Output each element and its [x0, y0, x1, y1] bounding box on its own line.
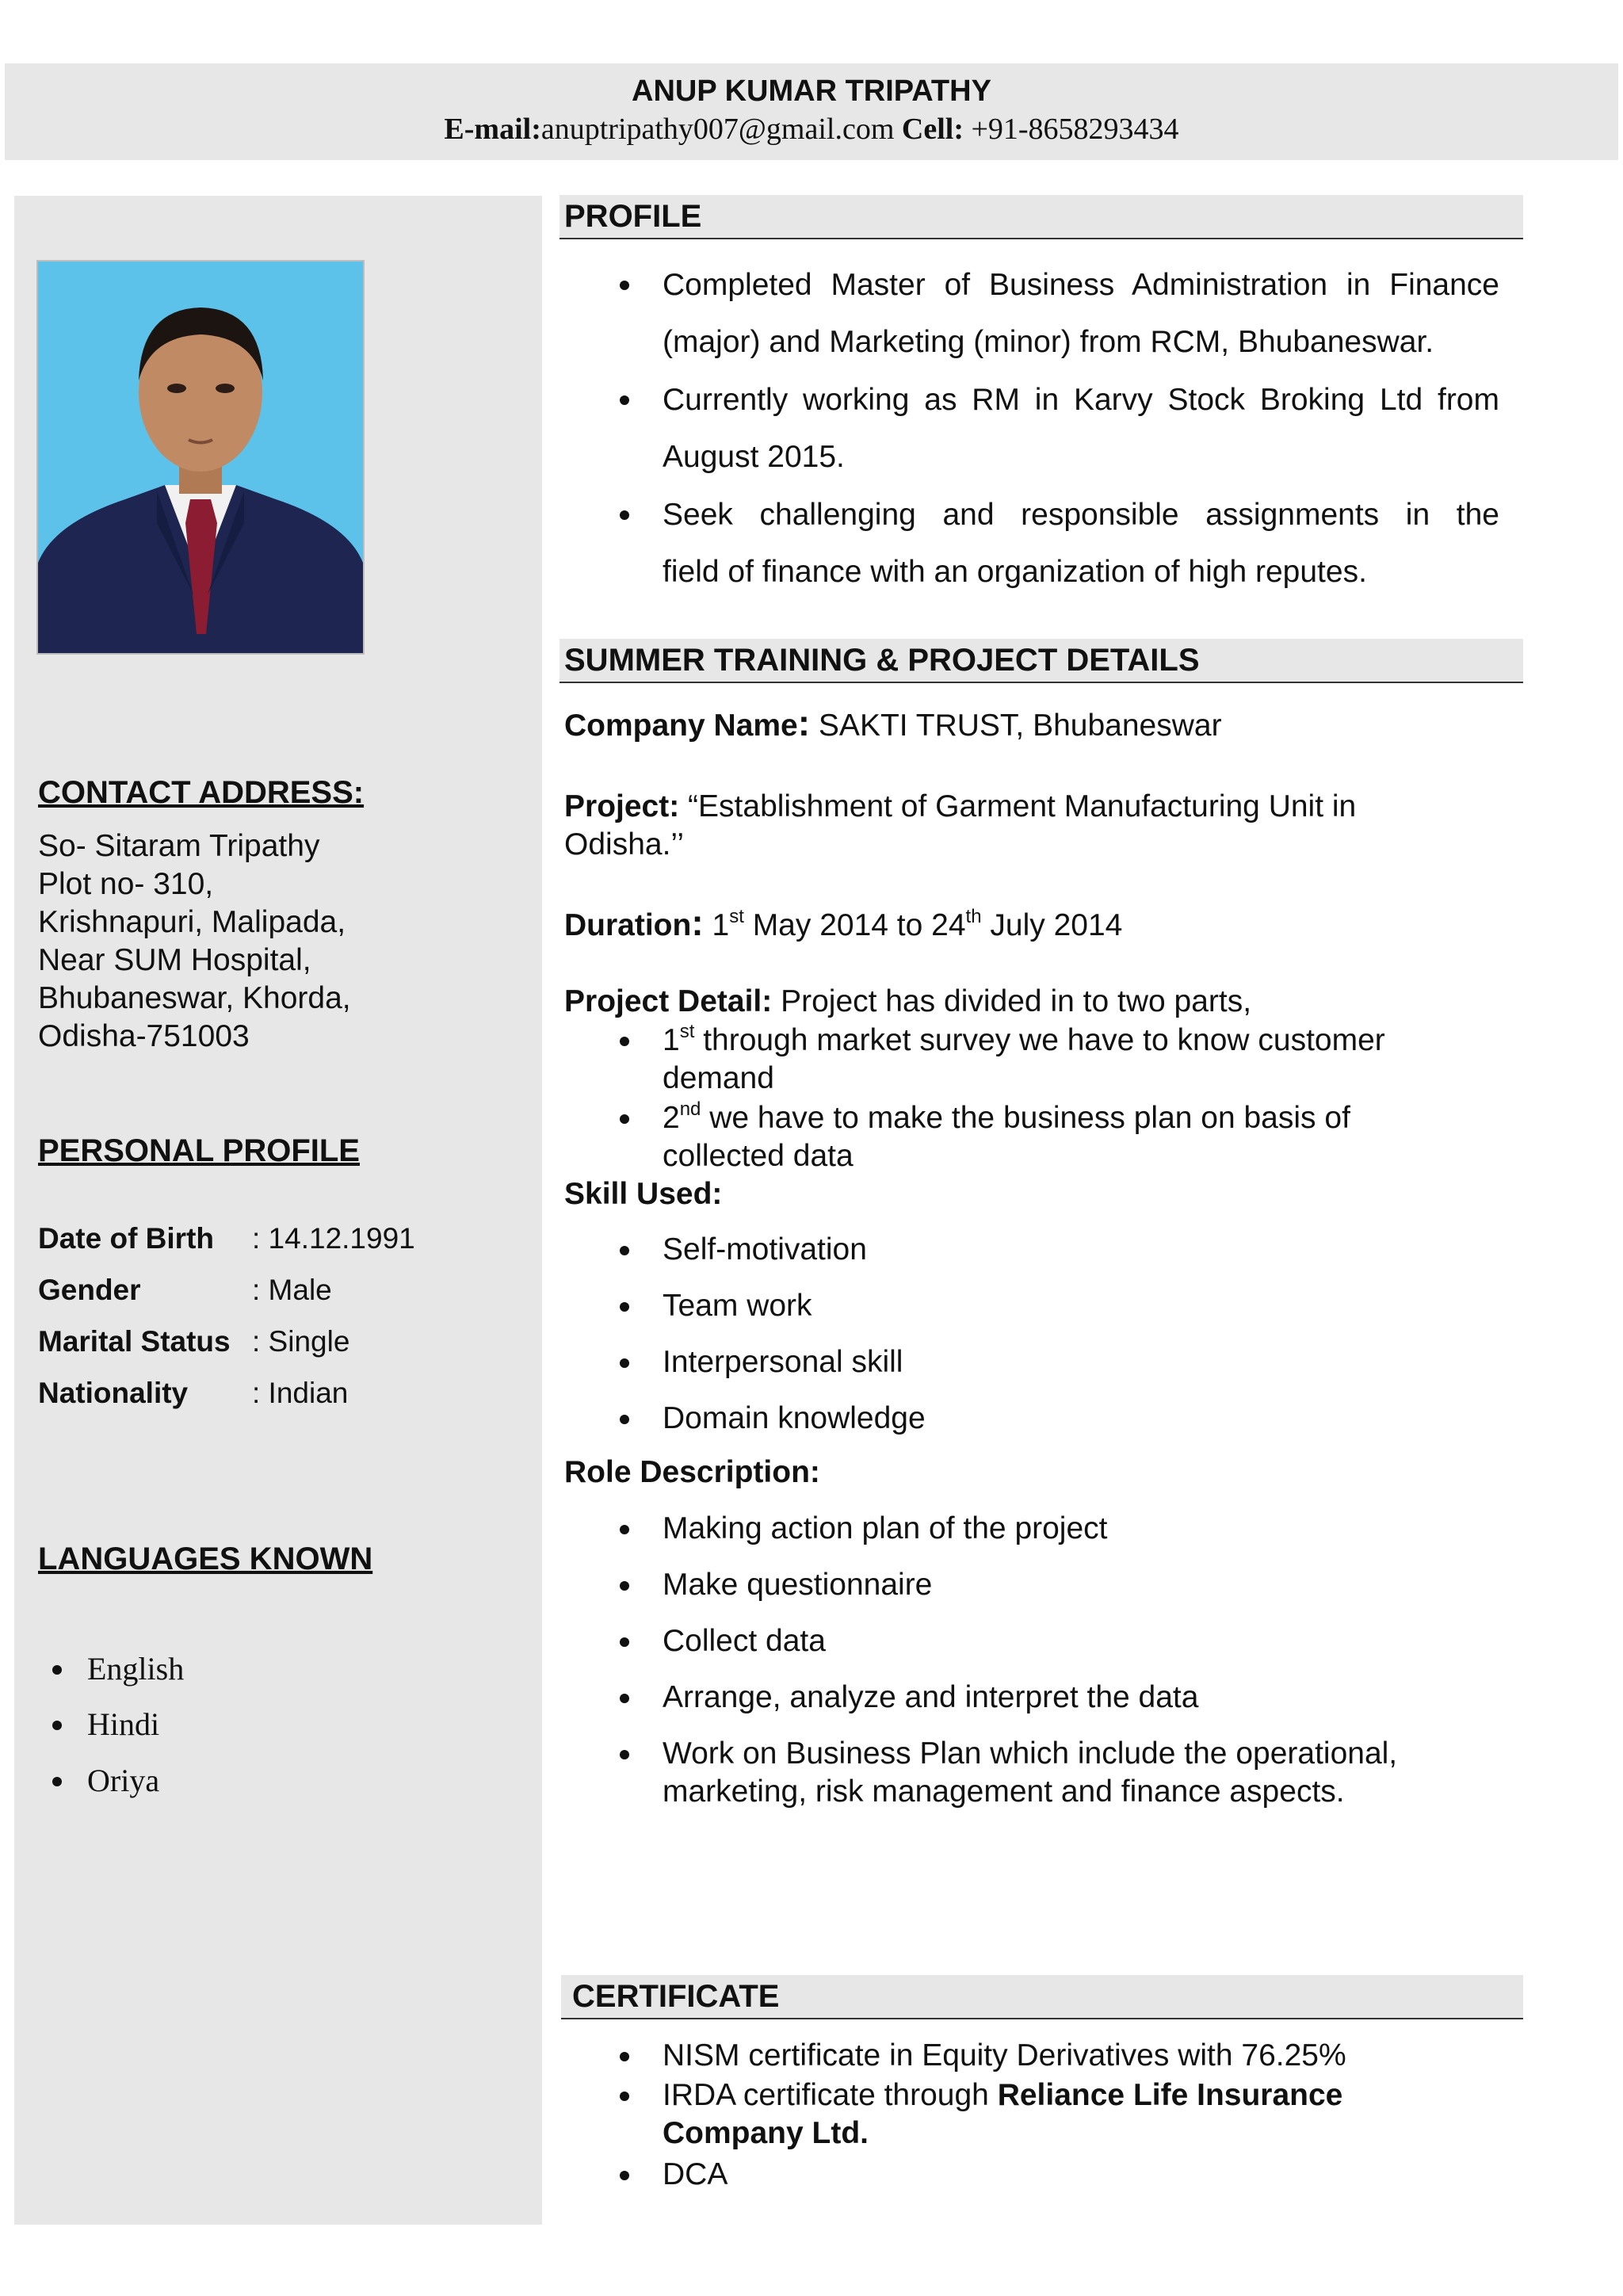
personal-value: : 14.12.1991	[252, 1222, 415, 1255]
part-text: collected data	[663, 1139, 854, 1173]
role-text: Making action plan of the project	[663, 1511, 1108, 1545]
language-label: Oriya	[87, 1763, 160, 1798]
contact-address	[38, 827, 351, 1056]
role-text: Work on Business Plan which include the operational,	[663, 1736, 1398, 1771]
address-line: Bhubaneswar, Khorda,	[38, 981, 351, 1015]
project-detail-line	[564, 983, 1499, 1021]
certificate-company: Company Ltd.	[663, 2116, 869, 2150]
role-text: Make questionnaire	[663, 1568, 933, 1602]
bullet-icon	[620, 1415, 629, 1424]
section-heading: CERTIFICATE	[572, 1979, 780, 2014]
role-description-label	[564, 1454, 1499, 1492]
address-line: Odisha-751003	[38, 1019, 250, 1053]
skill-item	[663, 1231, 1499, 1269]
personal-row-marital	[38, 1324, 482, 1359]
bullet-icon	[620, 1581, 629, 1591]
company-label: Company Name	[564, 709, 798, 743]
skill-item	[663, 1343, 1499, 1381]
profile-text-line: (major) and Marketing (minor) from RCM, Bhubaneswar.	[663, 325, 1434, 359]
bullet-icon	[620, 395, 629, 405]
bullet-icon	[52, 1721, 62, 1730]
address-line: Krishnapuri, Malipada,	[38, 905, 346, 939]
duration-text: May 2014 to 24	[743, 908, 966, 942]
profile-section-bar	[559, 195, 1523, 239]
certificate-section-bar	[561, 1975, 1523, 2019]
profile-text-line: Currently working as RM in Karvy Stock Broking Ltd from	[663, 383, 1499, 417]
duration-sup: th	[965, 906, 982, 927]
skill-text: Team work	[663, 1289, 812, 1323]
personal-label: Marital Status	[38, 1325, 231, 1358]
role-item	[663, 1735, 1499, 1811]
bullet-icon	[620, 2171, 629, 2180]
duration-colon: :	[691, 902, 704, 943]
personal-label: Gender	[38, 1274, 141, 1306]
company-colon: :	[797, 702, 811, 743]
personal-row-dob	[38, 1221, 482, 1256]
bullet-icon	[52, 1777, 62, 1786]
project-part-item	[663, 1099, 1499, 1175]
section-heading: SUMMER TRAINING & PROJECT DETAILS	[564, 643, 1200, 678]
resume-header	[5, 63, 1618, 160]
address-line: Plot no- 310,	[38, 867, 214, 901]
part-text: demand	[663, 1061, 774, 1095]
profile-text-line: field of finance with an organization of high reputes.	[663, 555, 1367, 589]
bullet-icon	[620, 2052, 629, 2061]
certificate-item	[663, 2076, 1499, 2153]
certificate-company: Reliance Life Insurance	[997, 2078, 1343, 2112]
role-text: Collect data	[663, 1624, 826, 1658]
bullet-icon	[620, 1037, 629, 1046]
part-number: 2	[663, 1101, 680, 1135]
project-title: “Establishment of Garment Manufacturing Unit in	[679, 789, 1357, 823]
duration-line	[564, 904, 1499, 945]
profile-text-line: Seek challenging and responsible assignments in the	[663, 498, 1499, 532]
certificate-text: IRDA certificate through	[663, 2078, 998, 2112]
profile-item	[663, 487, 1499, 601]
bullet-icon	[620, 1637, 629, 1647]
language-item	[87, 1706, 159, 1744]
skill-text: Interpersonal skill	[663, 1345, 903, 1379]
skill-text: Domain knowledge	[663, 1401, 926, 1435]
role-text: marketing, risk management and finance aspects.	[663, 1775, 1345, 1809]
part-text: through market survey we have to know customer	[694, 1023, 1385, 1057]
contact-line	[5, 111, 1618, 147]
bullet-icon	[620, 1750, 629, 1759]
cell-value: +91-8658293434	[971, 113, 1179, 146]
bullet-icon	[620, 1114, 629, 1124]
email-value: anuptripathy007@gmail.com	[540, 113, 895, 146]
role-label-text: Role Description:	[564, 1455, 820, 1489]
language-item	[87, 1650, 184, 1688]
skill-label-text: Skill Used:	[564, 1177, 723, 1211]
duration-label: Duration	[564, 908, 692, 942]
certificate-item	[663, 2156, 1499, 2194]
profile-text-line: Completed Master of Business Administration in Finance	[663, 268, 1499, 302]
part-number: 1	[663, 1023, 680, 1057]
role-text: Arrange, analyze and interpret the data	[663, 1680, 1199, 1714]
profile-item	[663, 372, 1499, 486]
portrait-illustration	[38, 262, 363, 653]
languages-heading: LANGUAGES KNOWN	[38, 1541, 373, 1576]
company-line	[564, 704, 1499, 745]
personal-value: : Male	[252, 1274, 332, 1306]
duration-text: July 2014	[981, 908, 1123, 942]
certificate-text: DCA	[663, 2157, 728, 2191]
address-line: Near SUM Hospital,	[38, 943, 311, 977]
personal-label: Nationality	[38, 1377, 189, 1409]
skill-text: Self-motivation	[663, 1232, 867, 1266]
bullet-icon	[620, 2092, 629, 2101]
profile-item	[663, 257, 1499, 371]
candidate-name: ANUP KUMAR TRIPATHY	[632, 74, 991, 108]
personal-value: : Indian	[252, 1377, 349, 1409]
language-item	[87, 1762, 159, 1800]
bullet-icon	[52, 1665, 62, 1675]
bullet-icon	[620, 1525, 629, 1534]
personal-row-gender	[38, 1273, 482, 1308]
certificate-text: NISM certificate in Equity Derivatives with 76.25%	[663, 2038, 1346, 2073]
project-detail-text: Project has divided in to two parts,	[772, 984, 1252, 1018]
certificate-item	[663, 2037, 1499, 2075]
language-label: English	[87, 1651, 185, 1687]
project-title-cont: Odisha.’’	[564, 827, 685, 861]
personal-value: : Single	[252, 1325, 350, 1358]
company-value: SAKTI TRUST, Bhubaneswar	[810, 709, 1222, 743]
project-detail-label: Project Detail:	[564, 984, 773, 1018]
bullet-icon	[620, 1302, 629, 1312]
skill-item	[663, 1400, 1499, 1438]
bullet-icon	[620, 281, 629, 290]
language-label: Hindi	[87, 1706, 160, 1742]
skill-item	[663, 1287, 1499, 1325]
bullet-icon	[620, 1246, 629, 1255]
skill-used-label	[564, 1175, 1499, 1213]
bullet-icon	[620, 510, 629, 520]
bullet-icon	[620, 1694, 629, 1703]
duration-sup: st	[729, 906, 744, 927]
role-item	[663, 1622, 1499, 1660]
contact-address-heading: CONTACT ADDRESS:	[38, 775, 365, 810]
cell-label: Cell:	[901, 113, 964, 146]
address-line: So- Sitaram Tripathy	[38, 829, 320, 863]
personal-label: Date of Birth	[38, 1222, 214, 1255]
project-line	[564, 788, 1499, 864]
part-sup: nd	[679, 1098, 701, 1120]
email-label: E-mail:	[444, 113, 541, 146]
role-item	[663, 1679, 1499, 1717]
personal-profile-heading: PERSONAL PROFILE	[38, 1133, 360, 1168]
personal-row-nationality	[38, 1376, 482, 1411]
part-sup: st	[679, 1021, 695, 1042]
profile-photo	[36, 260, 365, 655]
bullet-icon	[620, 1358, 629, 1368]
project-part-item	[663, 1022, 1499, 1098]
part-text: we have to make the business plan on basis of	[701, 1101, 1350, 1135]
training-section-bar	[559, 639, 1523, 683]
role-item	[663, 1510, 1499, 1548]
project-label: Project:	[564, 789, 680, 823]
profile-text-line: August 2015.	[663, 440, 845, 474]
section-heading: PROFILE	[564, 199, 702, 234]
duration-text: 1	[703, 908, 730, 942]
role-item	[663, 1566, 1499, 1604]
